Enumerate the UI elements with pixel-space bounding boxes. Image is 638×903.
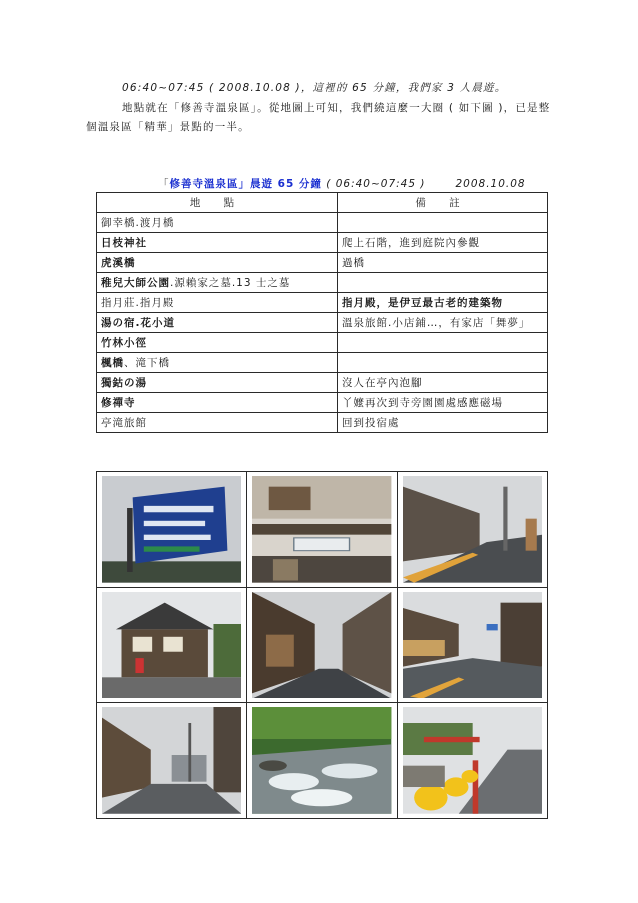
- table-row: [97, 373, 548, 393]
- photo-cell: [247, 587, 397, 703]
- note-cell: 沒人在亭內泡腳: [338, 373, 548, 393]
- header-note: 備 註: [338, 193, 548, 213]
- ryokan-facade-photo: [252, 476, 391, 583]
- town-road-photo: [102, 707, 241, 814]
- note-cell: [338, 213, 548, 233]
- rainy-lane-photo: [252, 592, 391, 699]
- place-cell: 楓橋、滝下橋: [97, 353, 338, 373]
- intro-line-2: 地點就在「修善寺溫泉區」。從地圖上可知，我們繞這麼一大圈 ( 如下圖 )，已是整個溫泉區「精華」景點的一半。: [86, 102, 551, 133]
- place-cell: 御幸橋.渡月橋: [97, 213, 338, 233]
- place-cell: 湯の宿.花小道: [97, 313, 338, 333]
- table-row: [97, 293, 548, 313]
- photo-cell: [97, 472, 247, 588]
- table-row: [97, 393, 548, 413]
- table-row: [97, 313, 548, 333]
- signpost-photo: [102, 476, 241, 583]
- note-cell: 過橋: [338, 253, 548, 273]
- place-cell: 日枝神社: [97, 233, 338, 253]
- photo-cell: [97, 703, 247, 819]
- table-row: [97, 273, 548, 293]
- note-cell: [338, 333, 548, 353]
- photo-cell: [247, 703, 397, 819]
- caption-title: 修善寺溫泉區」晨遊 65 分鐘: [169, 178, 322, 190]
- photo-cell: [397, 587, 547, 703]
- place-cell: 亭滝旅館: [97, 413, 338, 433]
- photo-cell: [247, 472, 397, 588]
- table-caption: 「修善寺溫泉區」晨遊 65 分鐘 ( 06:40~07:45 ) 2008.10.08: [158, 178, 526, 190]
- table-row: [97, 333, 548, 353]
- note-cell: 溫泉旅館.小店鋪…，有家店「舞夢」: [338, 313, 548, 333]
- place-cell: 虎溪橋: [97, 253, 338, 273]
- table-row: [97, 213, 548, 233]
- place-cell: 指月莊.指月殿: [97, 293, 338, 313]
- note-cell: 回到投宿處: [338, 413, 548, 433]
- caption-time: ( 06:40~07:45 ): [321, 178, 426, 190]
- itinerary-table: [96, 192, 548, 433]
- place-cell: 修禪寺: [97, 393, 338, 413]
- table-row: [97, 233, 548, 253]
- place-cell: 竹林小徑: [97, 333, 338, 353]
- temple-gate-photo: [102, 592, 241, 699]
- note-cell: [338, 273, 548, 293]
- intro-line-1: 06:40~07:45 ( 2008.10.08 )，這裡的 65 分鐘，我們家 3 人晨遊。: [122, 82, 507, 94]
- wet-street-photo: [403, 476, 542, 583]
- bridge-flowers-photo: [403, 707, 542, 814]
- street-shops-photo: [403, 592, 542, 699]
- photo-cell: [397, 703, 547, 819]
- place-cell: 獨鈷の湯: [97, 373, 338, 393]
- caption-date: 2008.10.08: [455, 178, 526, 190]
- note-cell: 指月殿，是伊豆最古老的建築物: [338, 293, 548, 313]
- river-rapids-photo: [252, 707, 391, 814]
- photo-grid: [96, 471, 548, 819]
- table-row: [97, 253, 548, 273]
- header-place: 地 點: [97, 193, 338, 213]
- place-cell: 稚兒大師公園.源賴家之墓.13 士之墓: [97, 273, 338, 293]
- note-cell: [338, 353, 548, 373]
- table-row: [97, 353, 548, 373]
- note-cell: 丫嬤再次到寺旁園園處感應磁場: [338, 393, 548, 413]
- photo-cell: [97, 587, 247, 703]
- table-row: [97, 413, 548, 433]
- note-cell: 爬上石階，進到庭院內參觀: [338, 233, 548, 253]
- photo-cell: [397, 472, 547, 588]
